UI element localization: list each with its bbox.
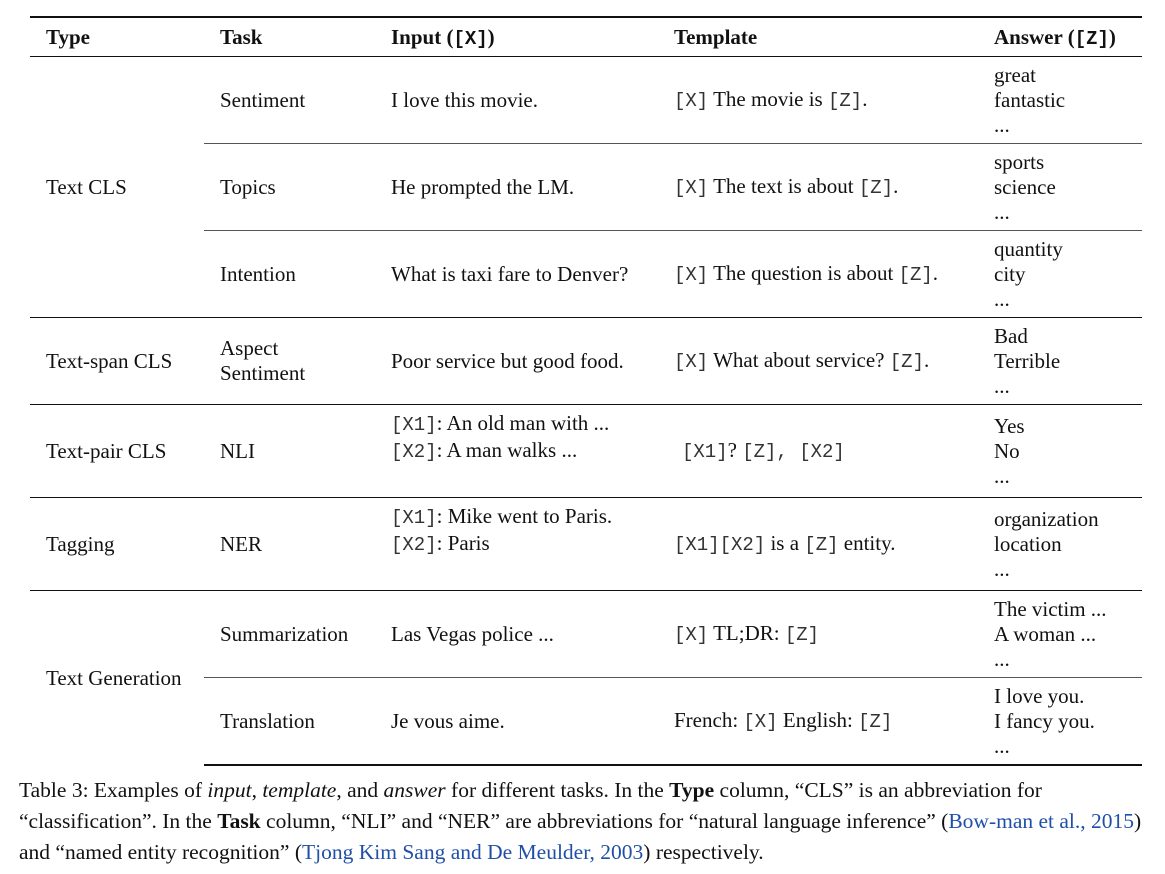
header-answer-suffix: )	[1108, 24, 1116, 49]
table-row	[30, 405, 1142, 498]
caption-bold: Type	[669, 778, 715, 802]
task-cell	[204, 318, 375, 405]
answer-item: ...	[994, 199, 1010, 224]
header-answer	[978, 17, 1142, 57]
caption-text: ) respectively.	[643, 840, 764, 864]
table-caption	[19, 775, 1157, 868]
template-var: [Z]	[742, 440, 777, 463]
table-row	[30, 318, 1142, 405]
type-cell: Text-pair CLS	[30, 405, 204, 498]
template-var: [Z]	[784, 623, 820, 646]
template-var: [X1]	[682, 440, 728, 463]
type-cell: Text CLS	[30, 57, 204, 318]
template-text: The question is about	[708, 260, 899, 285]
table-header-row	[30, 17, 1142, 57]
type-cell: Tagging	[30, 498, 204, 591]
template-var: [X]	[743, 710, 778, 733]
table-row	[30, 591, 1142, 678]
task-cell: NLI	[204, 405, 375, 498]
template-cell	[658, 318, 978, 405]
input-var: [X1]	[391, 414, 437, 436]
header-template: Template	[658, 17, 978, 57]
answer-item: organization	[994, 506, 1099, 531]
template-var: [X]	[674, 89, 709, 112]
answer-item: The victim ...	[994, 596, 1107, 621]
task-cell: Summarization	[204, 591, 375, 678]
answer-item: ...	[994, 463, 1010, 488]
answer-cell	[978, 318, 1142, 405]
input-text: : Mike went to Paris.	[436, 504, 613, 528]
template-var: [Z]	[804, 533, 839, 556]
examples-table-container	[30, 16, 1142, 766]
answer-item: No	[994, 438, 1020, 463]
template-var: [X]	[674, 263, 709, 286]
answer-cell	[978, 405, 1142, 498]
template-text: entity.	[838, 530, 896, 555]
type-cell: Text Generation	[30, 591, 204, 766]
caption-text: column, “NLI” and “NER” are abbreviations for “natural language inference” (	[260, 809, 949, 833]
answer-item: city	[994, 261, 1026, 286]
caption-text: , and	[336, 778, 384, 802]
answer-item: I love you.	[994, 683, 1085, 708]
answer-item: ...	[994, 556, 1010, 581]
caption-bold: Task	[217, 809, 261, 833]
template-cell	[658, 678, 978, 766]
input-line	[391, 411, 658, 438]
answer-item: Yes	[994, 413, 1025, 438]
input-cell: Las Vegas police ...	[375, 591, 658, 678]
answer-item: ...	[994, 733, 1010, 758]
template-var: [Z]	[827, 89, 863, 112]
answer-item: I fancy you.	[994, 708, 1095, 733]
template-var: [Z]	[858, 710, 893, 733]
template-cell	[658, 144, 978, 231]
input-text: : Paris	[436, 531, 490, 555]
answer-item: Bad	[994, 323, 1028, 348]
template-var: [Z]	[858, 176, 894, 199]
header-task: Task	[204, 17, 375, 57]
input-cell	[375, 498, 658, 591]
input-var: [X2]	[391, 441, 437, 463]
header-input-prefix: Input (	[391, 24, 454, 49]
task-line: Aspect	[220, 336, 279, 360]
answer-item: ...	[994, 373, 1010, 398]
table-row	[30, 498, 1142, 591]
template-var: [X2]	[799, 440, 845, 463]
answer-cell	[978, 57, 1142, 144]
template-text: English:	[777, 707, 859, 732]
header-answer-var: [Z]	[1074, 27, 1109, 50]
header-answer-prefix: Answer (	[994, 24, 1075, 49]
caption-text: ,	[251, 778, 263, 802]
input-text: : An old man with ...	[436, 411, 610, 435]
caption-emphasis: template	[262, 778, 337, 802]
template-var: [Z]	[889, 350, 924, 373]
template-text: French:	[674, 707, 744, 732]
template-text: What about service?	[708, 347, 890, 372]
template-text: .	[862, 86, 868, 111]
template-cell	[658, 498, 978, 591]
template-text: ,	[776, 440, 800, 463]
template-text: .	[923, 347, 930, 372]
input-cell: Je vous aime.	[375, 678, 658, 766]
template-text: ?	[727, 437, 743, 462]
template-text: .	[932, 260, 939, 285]
template-text: TL;DR:	[708, 620, 785, 645]
header-input-var: [X]	[453, 27, 488, 50]
answer-cell	[978, 144, 1142, 231]
answer-item: A woman ...	[994, 621, 1097, 646]
answer-cell	[978, 591, 1142, 678]
input-line	[391, 504, 658, 531]
input-line	[391, 531, 658, 558]
template-text: is a	[765, 530, 805, 555]
template-cell	[658, 231, 978, 318]
header-input	[375, 17, 658, 57]
answer-item: ...	[994, 286, 1010, 311]
template-var: [X]	[674, 176, 709, 199]
answer-item: great	[994, 62, 1036, 87]
input-cell: Poor service but good food.	[375, 318, 658, 405]
input-cell: I love this movie.	[375, 57, 658, 144]
answer-item: quantity	[994, 236, 1063, 261]
answer-item: science	[994, 174, 1056, 199]
task-cell: Translation	[204, 678, 375, 766]
citation-link[interactable]: Tjong Kim Sang and De Meulder, 2003	[301, 840, 644, 864]
task-line: Sentiment	[220, 361, 306, 385]
answer-item: fantastic	[994, 87, 1066, 112]
template-text: .	[893, 173, 899, 198]
input-cell	[375, 405, 658, 498]
caption-text: Table 3: Examples of	[19, 778, 208, 802]
template-cell	[658, 591, 978, 678]
caption-text: column, “CLS” is an abbreviation for “classification”. In the	[19, 778, 1042, 833]
caption-text: for different tasks. In the	[445, 778, 670, 802]
table-row	[30, 57, 1142, 144]
examples-table	[30, 16, 1142, 766]
template-var: [X1][X2]	[674, 533, 766, 556]
answer-item: location	[994, 531, 1062, 556]
caption-emphasis: input	[207, 778, 252, 802]
answer-item: ...	[994, 112, 1010, 137]
task-cell: Intention	[204, 231, 375, 318]
answer-cell	[978, 231, 1142, 318]
citation-link[interactable]: Bow-man et al., 2015	[948, 809, 1135, 833]
answer-item: ...	[994, 646, 1010, 671]
answer-item: Terrible	[994, 348, 1061, 373]
caption-emphasis: answer	[383, 778, 446, 802]
input-var: [X1]	[391, 507, 437, 529]
answer-cell	[978, 498, 1142, 591]
template-var: [Z]	[898, 263, 933, 286]
header-type: Type	[30, 17, 204, 57]
input-cell: What is taxi fare to Denver?	[375, 231, 658, 318]
input-text: : A man walks ...	[436, 438, 578, 462]
template-cell	[658, 57, 978, 144]
input-cell: He prompted the LM.	[375, 144, 658, 231]
template-var: [X]	[674, 350, 709, 373]
type-cell: Text-span CLS	[30, 318, 204, 405]
task-cell: Sentiment	[204, 57, 375, 144]
task-cell: NER	[204, 498, 375, 591]
input-var: [X2]	[391, 534, 437, 556]
answer-cell	[978, 678, 1142, 766]
input-line	[391, 438, 658, 465]
template-text: The movie is	[708, 86, 828, 111]
task-cell: Topics	[204, 144, 375, 231]
template-text: The text is about	[708, 173, 859, 198]
answer-item: sports	[994, 149, 1045, 174]
caption-text: ) and “named entity recognition” (	[19, 809, 1142, 864]
template-var: [X]	[674, 623, 709, 646]
template-cell	[658, 405, 978, 498]
header-input-suffix: )	[487, 24, 495, 49]
